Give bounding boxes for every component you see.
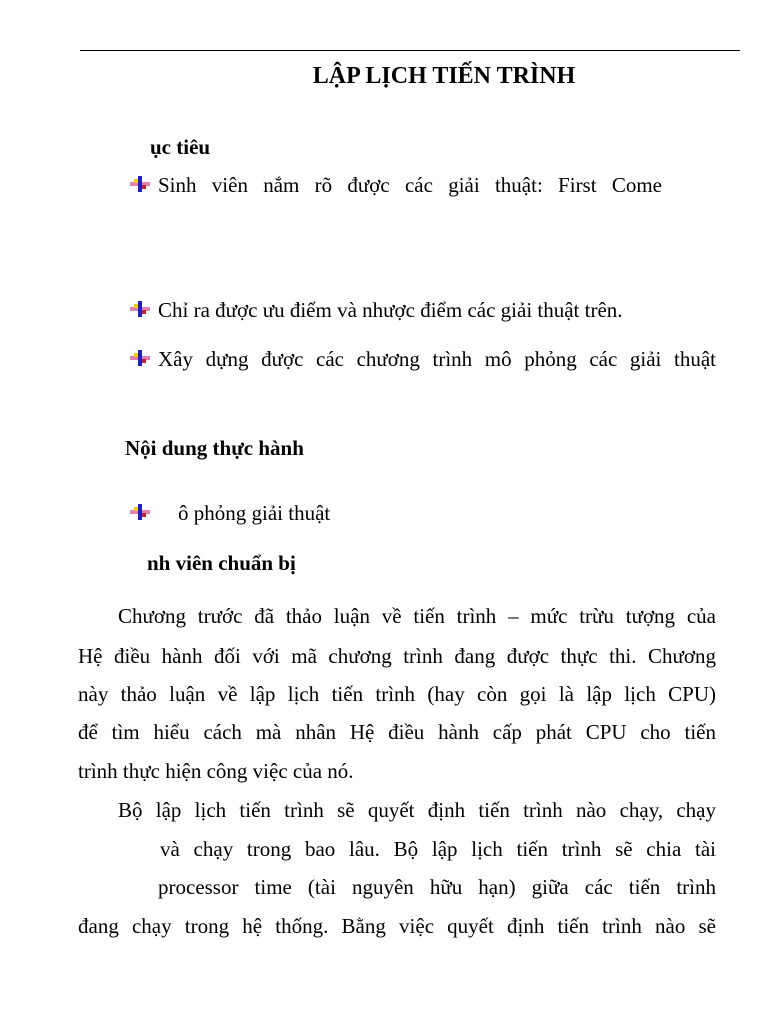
paragraph-line-8: processor time (tài nguyên hữu hạn) giữa các tiến trình [158,875,716,899]
paragraph-line-6: Bộ lập lịch tiến trình sẽ quyết định tiến trình nào chạy, chạy [118,798,716,822]
objective-item-2 [158,295,623,325]
page-title: LẬP LỊCH TIẾN TRÌNH [312,63,576,89]
paragraph-line-5: trình thực hiện công việc của nó. [78,759,354,783]
paragraph-line-7: và chạy trong bao lâu. Bộ lập lịch tiến trình sẽ chia tài [160,837,716,861]
paragraph-line-2: Hệ điều hành đối với mã chương trình đang được thực thi. Chương [78,644,716,668]
objectives-heading: ục tiêu [150,135,211,159]
arrow-bullet-icon [129,503,151,521]
arrow-bullet-icon [129,349,151,367]
content-item-1-text: ô phỏng giải thuật [178,501,331,525]
objective-item-1-text: Sinh viên nắm rõ được các giải thuật: First Come [158,173,662,197]
arrow-bullet-icon [129,300,151,318]
content-item-1 [178,498,330,528]
paragraph-line-9: đang chạy trong hệ thống. Bằng việc quyết định tiến trình nào sẽ [78,914,716,938]
objective-item-1 [158,170,662,200]
top-rule [80,50,740,51]
preparation-heading: nh viên chuẩn bị [147,551,296,575]
paragraph-line-1: Chương trước đã thảo luận về tiến trình – mức trừu tượng của [118,604,716,628]
objective-item-2-text: Chỉ ra được ưu điểm và nhược điểm các giải thuật trên. [158,298,623,322]
paragraph-line-3: này thảo luận về lập lịch tiến trình (hay còn gọi là lập lịch CPU) [78,682,716,706]
objective-item-3 [158,344,716,374]
objective-item-3-text: Xây dựng được các chương trình mô phỏng các giải thuật [158,347,716,371]
content-heading: Nội dung thực hành [125,436,304,460]
arrow-bullet-icon [129,175,151,193]
paragraph-line-4: để tìm hiểu cách mà nhân Hệ điều hành cấp phát CPU cho tiến [78,720,716,744]
